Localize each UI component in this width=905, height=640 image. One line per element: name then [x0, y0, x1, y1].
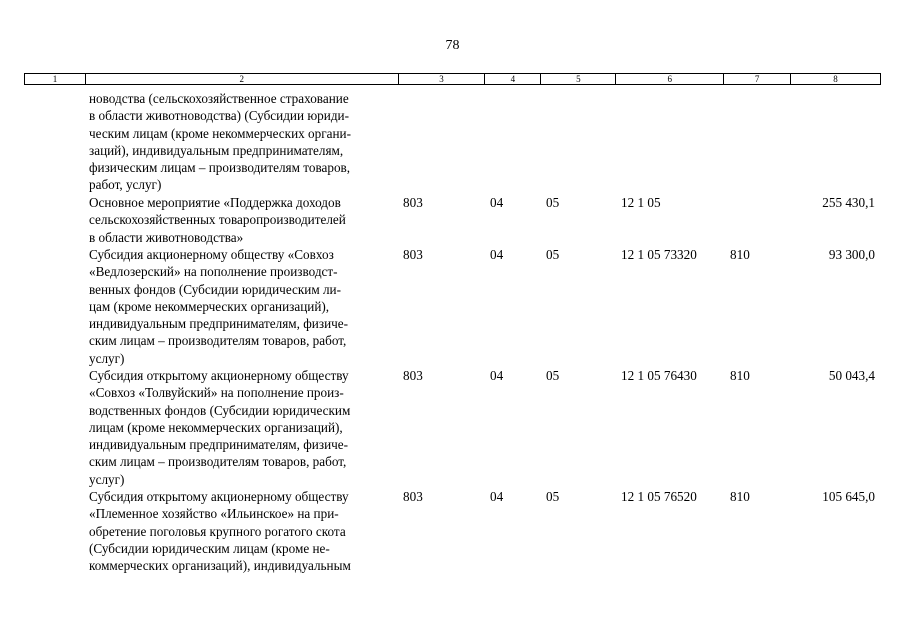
section-code: 04	[490, 368, 504, 383]
ministry-code: 803	[403, 247, 423, 262]
column-header-6: 6	[616, 74, 724, 84]
ministry-code: 803	[403, 195, 423, 210]
column-number-header	[24, 73, 881, 85]
expense-type-code: 810	[730, 489, 750, 504]
column-header-3: 3	[399, 74, 486, 84]
table-row	[0, 367, 905, 488]
column-header-2: 2	[86, 74, 399, 84]
table-row	[0, 90, 905, 194]
table-row	[0, 488, 905, 578]
amount: 93 300,0	[828, 247, 875, 262]
column-header-8: 8	[791, 74, 881, 84]
table-row	[0, 194, 905, 246]
column-header-7: 7	[724, 74, 791, 84]
ministry-code: 803	[403, 489, 423, 504]
row-description: Субсидия открытому акционерному обществу «Совхоз «Толвуйский» на пополнение произ- водственных фондов (Субсидии юридическим лицам (кроме некоммерческих организаций), индивидуальным предпринимателям, физиче- ским лицам – производителям товаров, работ, услуг)	[89, 368, 351, 487]
section-code: 04	[490, 247, 504, 262]
row-description: Субсидия акционерному обществу «Совхоз «Ведлозерский» на пополнение производст- венных фондов (Субсидии юридическим ли- цам (кроме некоммерческих организаций), индивидуальным предпринимателям, физиче- ским лицам – производителям товаров, работ, услуг)	[89, 247, 348, 366]
subsection-code: 05	[546, 195, 560, 210]
section-code: 04	[490, 195, 504, 210]
row-description: новодства (сельскохозяйственное страхование в области животноводства) (Субсидии юриди- ческим лицам (кроме некоммерческих органи- заций), индивидуальным предпринимателям, физическим лицам – производителям товаров, работ, услуг)	[89, 91, 351, 193]
subsection-code: 05	[546, 247, 560, 262]
budget-table-body	[0, 90, 905, 578]
expense-type-code: 810	[730, 247, 750, 262]
column-header-1: 1	[25, 74, 86, 84]
target-item-code: 12 1 05 76520	[621, 489, 697, 504]
ministry-code: 803	[403, 368, 423, 383]
expense-type-code: 810	[730, 368, 750, 383]
target-item-code: 12 1 05	[621, 195, 661, 210]
subsection-code: 05	[546, 368, 560, 383]
column-header-5: 5	[541, 74, 616, 84]
table-row	[0, 246, 905, 367]
target-item-code: 12 1 05 73320	[621, 247, 697, 262]
page-number: 78	[445, 38, 460, 53]
target-item-code: 12 1 05 76430	[621, 368, 697, 383]
amount: 255 430,1	[822, 195, 875, 210]
section-code: 04	[490, 489, 504, 504]
amount: 105 645,0	[822, 489, 875, 504]
amount: 50 043,4	[828, 368, 875, 383]
column-header-4: 4	[485, 74, 541, 84]
row-description: Основное мероприятие «Поддержка доходов сельскохозяйственных товаропроизводителей в области животноводства»	[89, 195, 346, 245]
subsection-code: 05	[546, 489, 560, 504]
row-description: Субсидия открытому акционерному обществу «Племенное хозяйство «Ильинское» на при- обретение поголовья крупного рогатого скота (Субсидии юридическим лицам (кроме не- коммерческих организаций), индивидуальным	[89, 489, 351, 574]
